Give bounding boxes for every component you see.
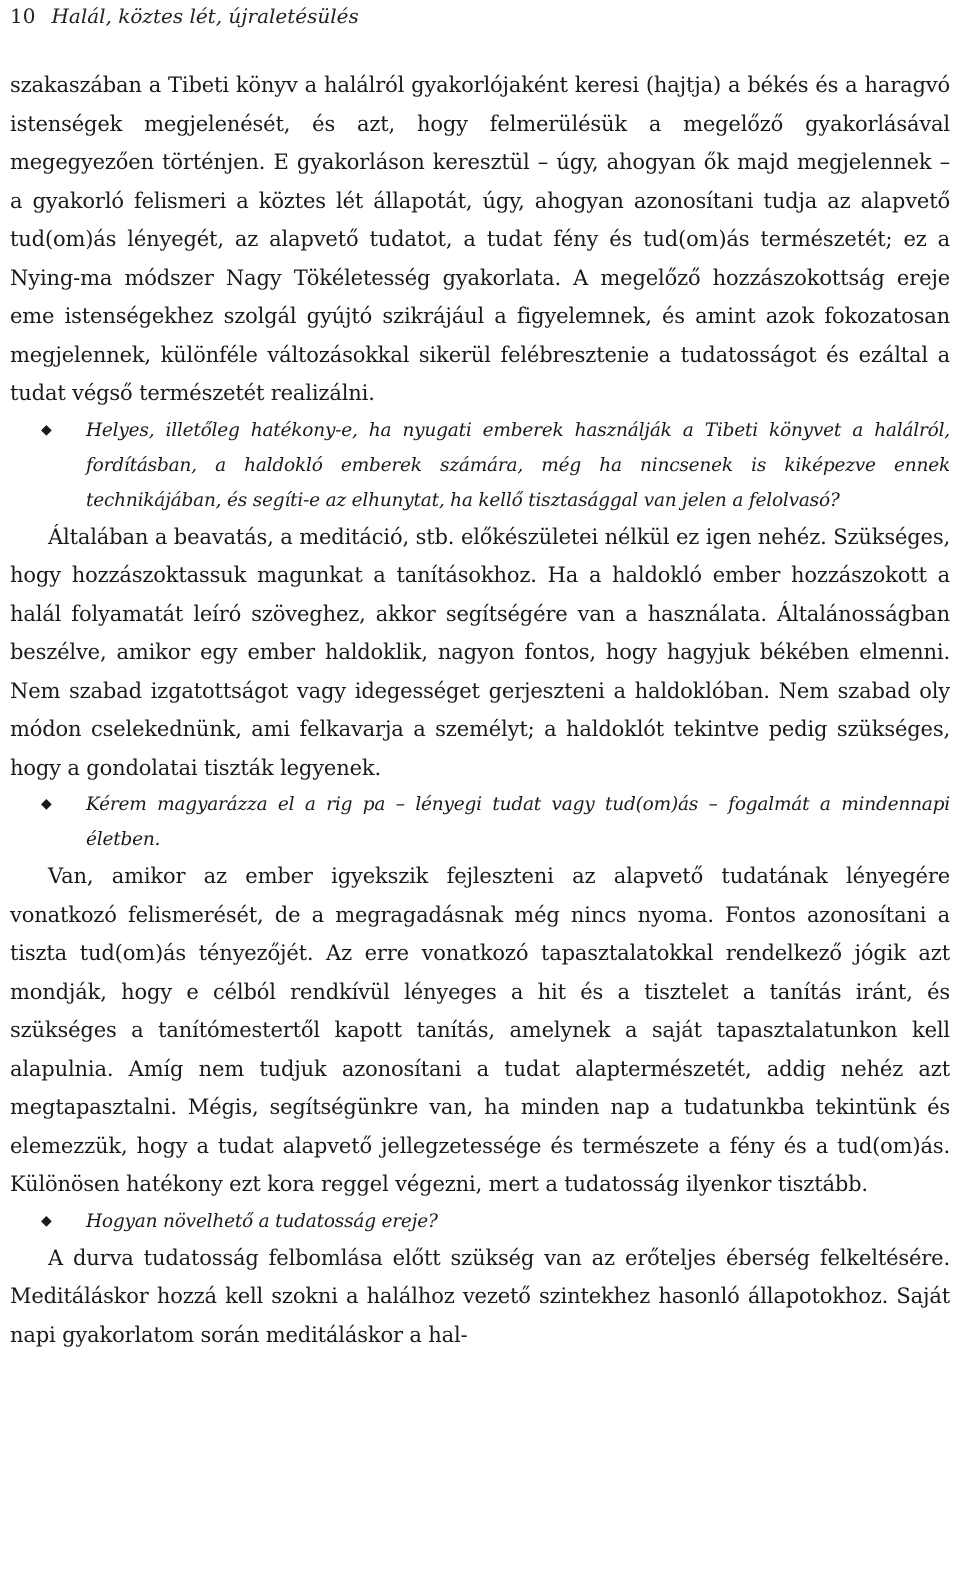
question-1 [10, 413, 950, 518]
paragraph-1: szakaszában a Tibeti könyv a halálról gyakorlójaként keresi (hajtja) a békés és a haragvó istenségek megjelenését, és azt, hogy felmerülésük a megelőző gyakorlásával megegyezően történjen. E gyakorláson keresztül – úgy, ahogyan ők majd megjelennek – a gyakorló felismeri a köztes lét állapotát, úgy, ahogyan azonosítani tudja az alapvető tud(om)ás lényegét, az alapvető tudatot, a tudat fény és tud(om)ás természetét; ez a Nying-ma módszer Nagy Tökéletesség gyakorlata. A megelőző hozzászokottság ereje eme istenségekhez szolgál gyújtó szikrájául a figyelemnek, és amint azok fokozatosan megjelennek, különféle változásokkal sikerül felébresztenie a tudatosságot és ezáltal a tudat végső természetét realizálni. [10, 73, 950, 405]
question-2 [10, 787, 950, 857]
question-2-text: Kérem magyarázza el a rig pa – lényegi tudat vagy tud(om)ás – fogalmát a mindennapi életben. [86, 794, 950, 850]
diamond-bullet-icon: ◆ [41, 1212, 52, 1229]
paragraph-2: Általában a beavatás, a meditáció, stb. előkészületei nélkül ez igen nehéz. Szükséges, hogy hozzászoktassuk magunkat a tanításokhoz. Ha a haldokló ember hozzászokott a halál folyamatát leíró szöveghez, akkor segítségére van a használata. Általánosságban beszélve, amikor egy ember haldoklik, nagyon fontos, hogy hagyjuk békében elmenni. Nem szabad izgatottságot vagy idegességet gerjeszteni a haldoklóban. Nem szabad oly módon cselekednünk, ami felkavarja a személyt; a haldoklót tekintve pedig szükséges, hogy a gondolatai tiszták legyenek. [10, 524, 950, 780]
page-number: 10 [10, 4, 36, 28]
running-title: Halál, köztes lét, újraletésülés [51, 4, 359, 28]
diamond-bullet-icon: ◆ [41, 421, 52, 438]
paragraph-4: A durva tudatosság felbomlása előtt szükség van az erőteljes éberség felkeltésére. Meditáláskor hozzá kell szokni a halálhoz vezető szintekhez hasonló állapotokhoz. Saját napi gyakorlatom során meditáláskor a hal- [10, 1245, 950, 1347]
body-text [10, 66, 950, 1354]
diamond-bullet-icon: ◆ [41, 796, 52, 812]
question-3 [10, 1204, 950, 1239]
running-header [10, 4, 359, 28]
question-3-text: Hogyan növelhető a tudatosság ereje? [86, 1210, 438, 1232]
question-1-text: Helyes, illetőleg hatékony-e, ha nyugati emberek használják a Tibeti könyvet a halálról, fordításban, a haldokló emberek számára, még ha nincsenek is kiképezve ennek technikájában, és segíti-e az elhunytat, ha kellő tisztasággal van jelen a felolvasó? [86, 419, 950, 511]
paragraph-3: Van, amikor az ember igyekszik fejleszteni az alapvető tudatának lényegére vonatkozó felismerését, de a megragadásnak még nincs nyoma. Fontos azonosítani a tiszta tud(om)ás tényezőjét. Az erre vonatkozó tapasztalatokkal rendelkező jógik azt mondják, hogy e célból rendkívül lényeges a hit és a tisztelet a tanítás iránt, és szükséges a tanítómestertől kapott tanítás, amelynek a saját tapasztalatunkon kell alapulnia. Amíg nem tudjuk azonosítani a tudat alaptermészetét, addig nehéz azt megtapasztalni. Mégis, segítségünkre van, ha minden nap a tudatunkba tekintünk és elemezzük, hogy a tudat alapvető jellegzetessége és természete a fény és a tud(om)ás. Különösen hatékony ezt kora reggel végezni, mert a tudatosság ilyenkor tisztább. [10, 864, 950, 1196]
